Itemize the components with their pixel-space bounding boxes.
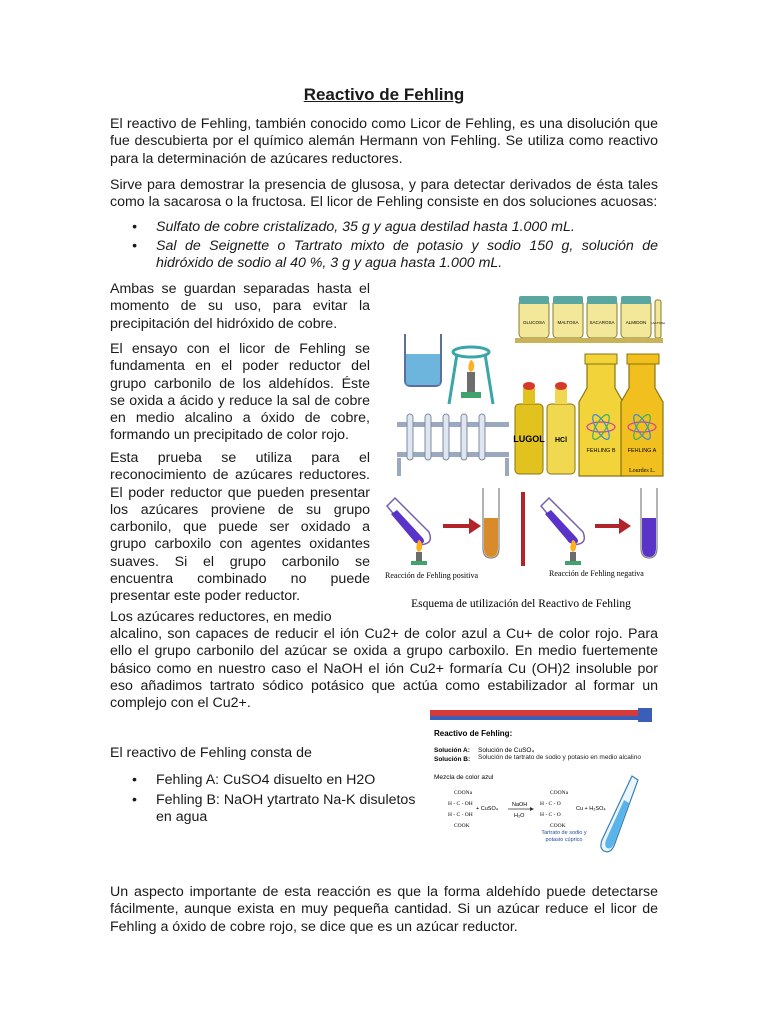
bullet-fehling-a [132,772,418,789]
bullet-icon: • [132,772,137,788]
solution-b-text: Solución de tartrato de sodio y potasio en medio alcalino [478,754,641,761]
test-tube-icon [601,776,638,852]
solution-b-label: Solución B: [434,756,471,763]
corner-logo-icon [638,708,652,722]
bottle-label-fehling-b: FEHLING B [586,448,616,454]
paragraph-purpose: Sirve para demostrar la presencia de glusosa, y para detectar derivados de ésta tales como la sacarosa o la fructosa. El licor de Fehling consiste en dos soluciones acuosas: [110,177,658,211]
reaction-product: Cu + H₂SO₄ [576,806,606,812]
formula-line: H - C - O [540,801,561,807]
structural-formula-right [540,790,569,829]
bullet-item-2 [132,238,658,273]
jar-label: SACAROSA [589,320,615,325]
jar-label: LACTOSA [651,321,665,325]
tripod-burner-icon [449,347,493,404]
arrow-icon [595,518,631,534]
jar-label: GLUCOSA [522,320,546,325]
negative-reaction-icon [541,498,584,565]
paragraph-reducing-sugars: alcalino, son capaces de reducir el ión Cu2+ de color azul a Cu+ de color rojo. Para ello el grupo carbonilo del azúcar se oxida a grupo carboxilo. En medio fuertemente básico como en nuestro caso el NaOH el ión Cu2+ formaría Cu (OH)2 insoluble por eso añadimos tartrato sódico potásico que actúa como estabilizador al formar un complejo con el Cu2+. [110,626,658,712]
paragraph-foundation: El ensayo con el licor de Fehling se fundamenta en el poder reductor del grupo carbonilo de los aldehídos. Éste se oxida a ácido y reduce la sal de cobre en medio alcalino a óxido de cobre, formando un precipitado de color rojo. [110,341,370,444]
fehling-flasks-icon [579,354,663,476]
bullet-icon: • [132,219,137,235]
caption-negative: Reacción de Fehling negativa [549,569,644,578]
reagent-water: H₂O [514,813,525,819]
paragraph-test-use: Esta prueba se utiliza para el reconocimiento de azúcares reductores. El poder reductor que pueden presentar los azúcares proviene de su grupo carbonilo, que puede ser oxidado a grupo carboxilo con agentes oxidantes suaves. Si el grupo carbonilo se encuentra combinado no puede presentar este poder reductor. [110,450,370,605]
structural-formula-left [448,790,473,829]
fehling-scheme-figure [383,292,663,618]
arrow-icon [443,518,481,534]
result-tube-negative-icon [641,488,657,558]
beaker-icon [405,334,441,386]
formula-line: H - C - OH [448,801,473,807]
formula-line: COONa [454,790,473,796]
bullet-text: Fehling B: NaOH ytartrato Na-K disuletos en agua [156,792,416,826]
bullet-item-1 [132,219,658,236]
illustrator-signature: Lourdes L. [629,468,656,474]
paragraph-conclusion: Un aspecto importante de esta reacción es que la forma aldehído puede detectarse fácilmente, aunque exista en muy pequeña cantidad. Si un azúcar reduce el licor de Fehling a óxido de cobre rojo, se dice que es un azúcar reductor. [110,884,658,935]
test-tube-rack-icon [397,414,509,476]
bullet-icon: • [132,792,137,808]
reaction-arrow-head-icon [530,807,534,811]
bullet-text: Sulfato de cobre cristalizado, 35 g y agua destilad hasta 1.000 mL. [156,219,575,235]
caption-positive: Reacción de Fehling positiva [385,571,479,580]
bottle-label-lugol: LUGOL [513,434,545,444]
fehling-reaction-figure [428,708,654,860]
dropper-bottles-icon [515,382,575,474]
paragraph-reducing-first-line: Los azúcares reductores, en medio [110,609,332,625]
reagent-naoh: NaOH [512,802,528,808]
formula-line: COOK [550,823,566,829]
jar-label: ALMIDON [625,320,647,325]
reactant-cuso4: + CuSO₄ [476,806,498,812]
bullet-text: Sal de Seignette o Tartrato mixto de potasio y sodio 150 g, solución de hidróxido de sodio al 40 %, 3 g y agua hasta 1.000 mL. [156,238,658,272]
mixture-note: Mezcla de color azul [434,774,494,781]
bottle-label-hcl: HCl [554,437,568,444]
divider-bar [521,492,525,566]
product-caption: Tartrato de sodio y potasio cúprico [541,830,587,843]
positive-reaction-icon [387,498,430,565]
bullet-fehling-b [132,792,418,827]
bottle-label-fehling-a: FEHLING A [627,448,657,454]
solution-a-text: Solución de CuSO₄ [478,747,535,754]
header-stripe [430,716,642,720]
formula-line: H - C - O [540,812,561,818]
paragraph-storage: Ambas se guardan separadas hasta el momento de su uso, para evitar la precipitación del hidróxido de cobre. [110,281,370,332]
paragraph-intro: El reactivo de Fehling, también conocido como Licor de Fehling, es una disolución que fue descubierta por el químico alemán Hermann von Fehling. Se utiliza como reactivo para la determinación de azúcares reductores. [110,116,658,167]
formula-line: H - C - OH [448,812,473,818]
bullet-text: Fehling A: CuSO4 disuelto en H2O [156,772,376,788]
bullet-icon: • [132,238,137,254]
paragraph-composition: El reactivo de Fehling consta de [110,745,312,761]
jar-label: MALTOSA [557,320,579,325]
page-title: Reactivo de Fehling [303,85,465,104]
solution-a-label: Solución A: [434,747,470,754]
result-tube-positive-icon [483,488,499,558]
formula-line: COOK [454,823,470,829]
header-stripe [430,710,642,716]
formula-line: COONa [550,790,569,796]
figure-heading: Reactivo de Fehling: [434,729,513,738]
figure-caption: Esquema de utilización del Reactivo de Fehling [411,598,631,610]
